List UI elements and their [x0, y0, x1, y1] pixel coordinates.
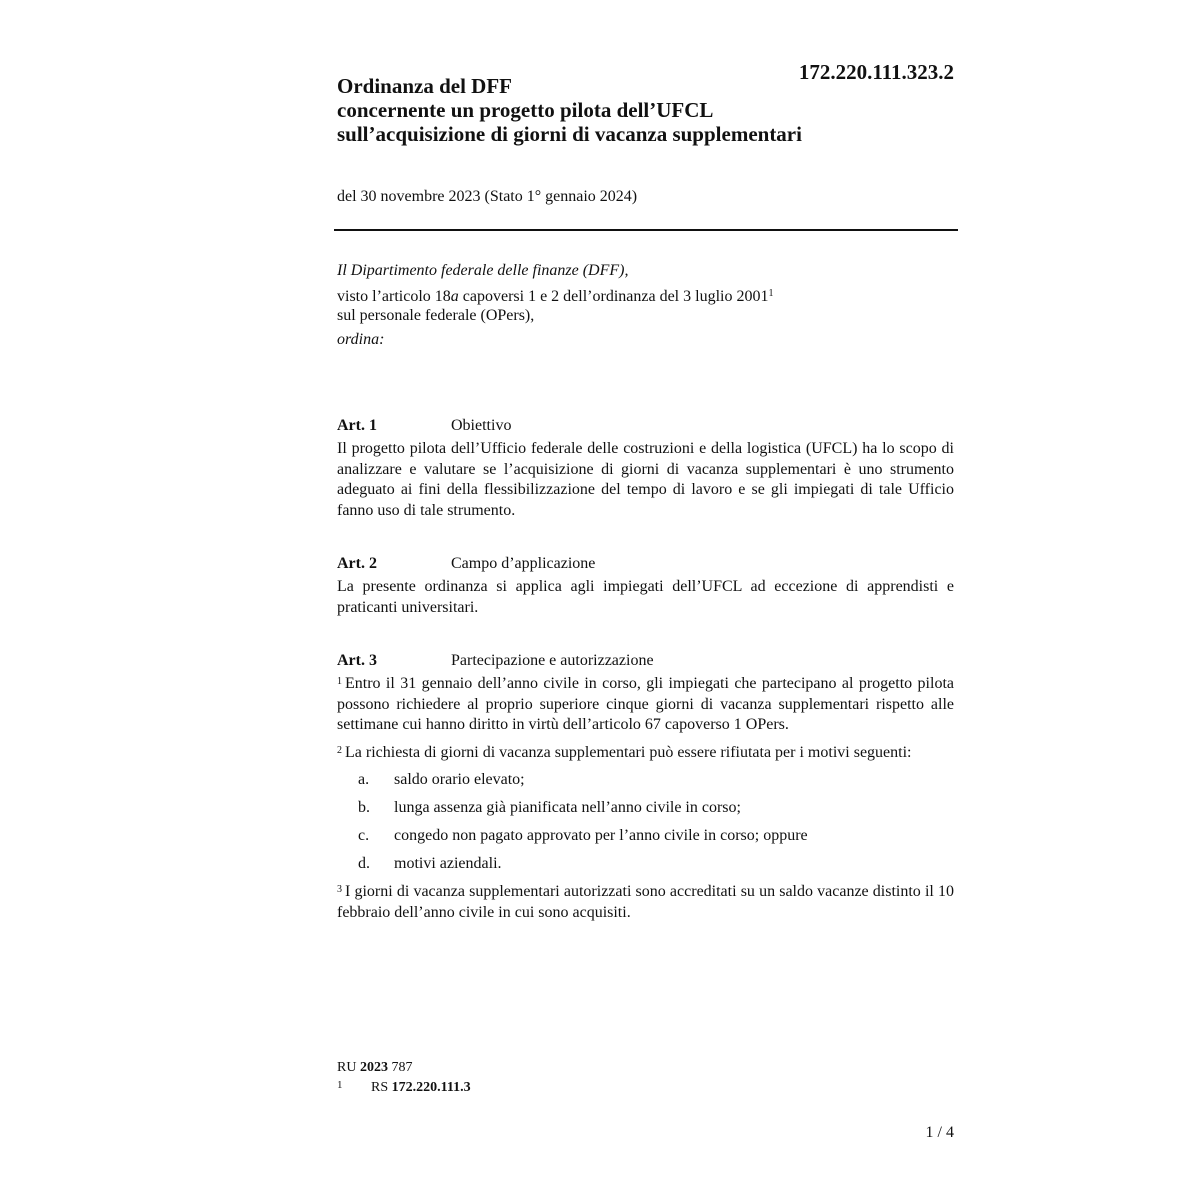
article-number: Art. 2	[337, 555, 377, 572]
paragraph-text: Entro il 31 gennaio dell’anno civile in corso, gli impiegati che partecipano al progetto pilota possono richiedere al proprio superiore cinque giorni di vacanza supplementari rispetto alle settimane cui hanno diritto in virtù dell’articolo 67 capoverso 1 OPers.	[337, 675, 954, 733]
article-number: Art. 3	[337, 652, 377, 669]
page-footer	[337, 1058, 471, 1098]
list-text: congedo non pagato approvato per l’anno civile in corso; oppure	[394, 827, 808, 844]
article-body: Il progetto pilota dell’Ufficio federale delle costruzioni e della logistica (UFCL) ha lo scopo di analizzare e valutare se l’acquisizione di giorni di vacanza supplementari è uno strumento adeguato ai fini della flessibilizzazione del tempo di lavoro e se gli impiegati di tale Ufficio fanno uso di tale strumento.	[337, 440, 954, 519]
list-text: lunga assenza già pianificata nell’anno civile in corso;	[394, 799, 741, 816]
paragraph-text: I giorni di vacanza supplementari autorizzati sono accreditati su un saldo vacanze distinto il 10 febbraio dell’anno civile in cui sono acquisiti.	[337, 883, 954, 921]
article-heading	[337, 554, 954, 574]
title-line: Ordinanza del DFF	[337, 74, 513, 98]
ru-reference	[337, 1058, 471, 1078]
list-text: motivi aziendali.	[394, 855, 502, 872]
visto-text: visto l’articolo 18	[337, 288, 451, 305]
document-title	[337, 74, 957, 146]
paragraph-number: 1	[337, 676, 342, 687]
title-line: sull’acquisizione di giorni di vacanza supplementari	[337, 122, 802, 146]
preamble	[337, 261, 957, 349]
footnote-link[interactable]: 172.220.111.3	[391, 1080, 471, 1095]
preamble-visto-line2: sul personale federale (OPers),	[337, 307, 535, 324]
paragraph-2	[337, 743, 954, 764]
article-heading	[337, 651, 954, 671]
article-title: Obiettivo	[451, 417, 512, 434]
paragraph-1	[337, 674, 954, 736]
list-letter: b.	[358, 799, 370, 816]
article-2	[337, 554, 954, 618]
list-letter: c.	[358, 827, 370, 844]
footnote	[337, 1078, 471, 1098]
preamble-authority: Il Dipartimento federale delle finanze (DFF),	[337, 262, 629, 279]
header-divider	[334, 229, 958, 231]
reasons-list	[337, 770, 954, 874]
ru-year: 2023	[359, 1060, 388, 1075]
paragraph-number: 2	[337, 744, 342, 756]
article-title: Partecipazione e autorizzazione	[451, 652, 654, 669]
preamble-visto	[337, 287, 957, 306]
paragraph-text: La richiesta di giorni di vacanza supplementari può essere rifiutata per i motivi seguenti:	[345, 743, 912, 761]
paragraph-number: 3	[337, 884, 342, 895]
ru-page: 787	[387, 1060, 413, 1075]
article-heading	[337, 416, 954, 436]
list-text: saldo orario elevato;	[394, 771, 525, 788]
date-line: del 30 novembre 2023 (Stato 1° gennaio 2024)	[337, 188, 638, 205]
visto-text-2: capoversi 1 e 2 dell’ordinanza del 3 luglio 2001	[458, 288, 769, 305]
sr-number: 172.220.111.323.2	[798, 60, 954, 84]
paragraph-3	[337, 882, 954, 923]
article-title: Campo d’applicazione	[451, 555, 596, 572]
footnote-mark: 1	[337, 1079, 343, 1091]
list-item	[337, 770, 954, 790]
list-letter: d.	[358, 855, 370, 872]
article-body: La presente ordinanza si applica agli impiegati dell’UFCL ad eccezione di apprendisti e praticanti universitari.	[337, 578, 954, 616]
footnote-reference[interactable]: 1	[768, 288, 774, 299]
preamble-ordina: ordina:	[337, 331, 385, 348]
list-letter: a.	[358, 771, 370, 788]
visto-italic: a	[450, 288, 459, 305]
article-number: Art. 1	[337, 417, 377, 434]
list-item	[337, 826, 954, 846]
article-1	[337, 416, 954, 521]
title-line: concernente un progetto pilota dell’UFCL	[337, 98, 714, 122]
ru-prefix: RU	[337, 1060, 360, 1075]
article-3	[337, 651, 954, 930]
footnote-text	[371, 1078, 471, 1098]
list-item	[337, 798, 954, 818]
list-item	[337, 854, 954, 874]
footnote-prefix: RS	[371, 1080, 392, 1095]
page-number: 1 / 4	[925, 1124, 954, 1141]
